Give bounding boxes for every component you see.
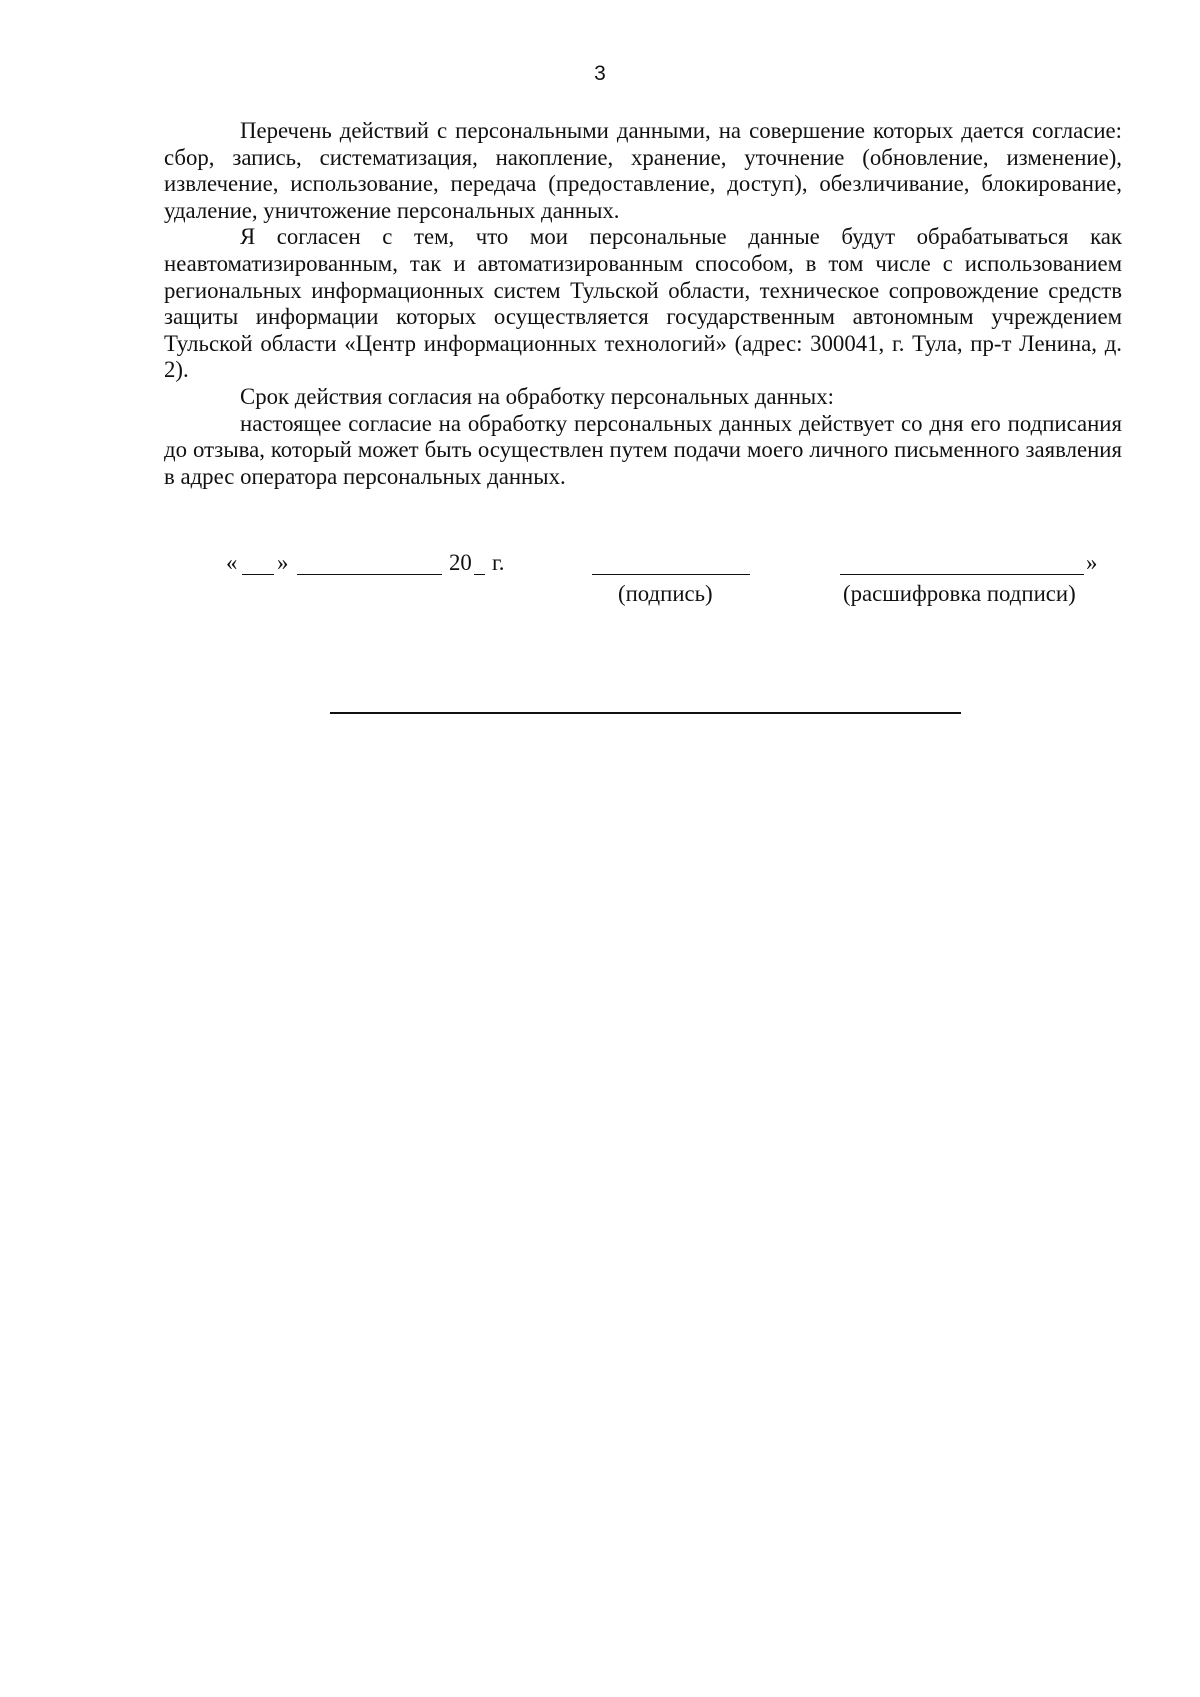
- month-blank-line: [297, 574, 442, 575]
- year-blank-line: [474, 574, 485, 575]
- closing-rule: [330, 712, 961, 714]
- page-number: 3: [594, 62, 606, 85]
- signature-blank-line: [592, 574, 750, 575]
- date-open-quote: «: [226, 550, 238, 575]
- year-suffix: г.: [492, 550, 505, 575]
- paragraph-consent-period: настоящее согласие на обработку персональных данных действует со дня его подписания до отзыва, который может быть осуществлен путем подачи моего личного письменного заявления в адрес оператора персональных данных.: [164, 410, 1122, 489]
- paragraph-processing-methods: Я согласен с тем, что мои персональные данные будут обрабатываться как неавтоматизированным, так и автоматизированным способом, в том числе с использованием региональных информационных систем Тульской области, техническое сопровождение средств защиты информации которых осуществляется государственным автономным учреждением Тульской области «Центр информационных технологий» (адрес: 300041, г. Тула, пр-т Ленина, д. 2).: [164, 224, 1122, 383]
- date-close-quote: »: [277, 550, 289, 575]
- paragraph-consent-period-heading: Срок действия согласия на обработку персональных данных:: [240, 383, 834, 409]
- name-caption: (расшифровка подписи): [843, 581, 1076, 606]
- end-quote: »: [1086, 550, 1098, 575]
- document-body: [164, 118, 1122, 490]
- signature-block: [0, 550, 1200, 610]
- paragraph-actions-list: Перечень действий с персональными данными, на совершение которых дается согласие: сбор, запись, систематизация, накопление, хранение, уточнение (обновление, изменение), извлечение, использование, передача (предоставление, доступ), обезличивание, блокирование, удаление, уничтожение персональных данных.: [164, 118, 1122, 223]
- signature-caption: (подпись): [618, 581, 713, 606]
- day-blank-line: [242, 574, 274, 575]
- year-prefix: 20: [449, 550, 472, 575]
- name-blank-line: [840, 574, 1084, 575]
